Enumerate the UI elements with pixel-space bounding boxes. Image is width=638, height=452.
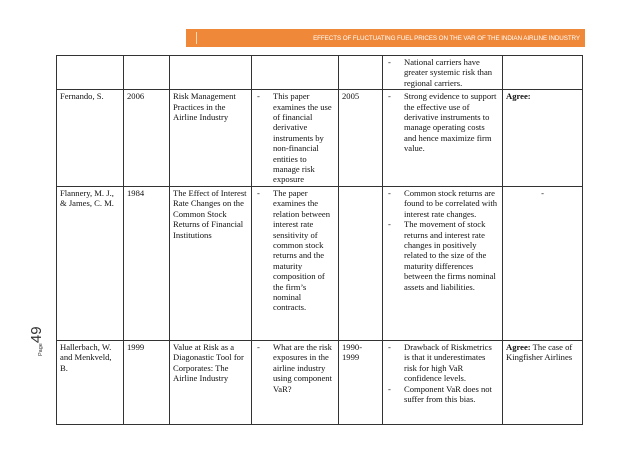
year-cell: [124, 186, 170, 340]
period-text: 1990-1999: [342, 341, 363, 363]
period-cell: [339, 90, 383, 187]
author-cell: [57, 56, 124, 90]
bullet-item: [386, 188, 499, 219]
objective-list: [255, 91, 335, 185]
bullet-text: Drawback of Riskmetrics is that it underestimates risk for high VaR confidence levels.: [404, 341, 492, 384]
title-text: The Effect of Interest Rate Changes on the Common Stock Returns of Financial Institutions: [173, 187, 247, 240]
bullet-dash: -: [257, 187, 260, 198]
bullet-text: Strong evidence to support the effective use of derivative instruments to manage operating costs and hence maximize firm value.: [404, 91, 497, 154]
comment-bold-text: Agree:: [506, 91, 531, 102]
objective-cell: [252, 56, 339, 90]
bullet-dash: -: [257, 91, 260, 102]
literature-review-table: [56, 55, 583, 425]
year-cell: [124, 340, 170, 424]
period-cell: [339, 340, 383, 424]
period-cell: [339, 186, 383, 340]
findings-cell: [383, 90, 503, 187]
bullet-item: [386, 57, 499, 88]
findings-cell: [383, 340, 503, 424]
bullet-text: What are the risk exposures in the airline industry using component VaR?: [273, 341, 332, 394]
period-cell: [339, 56, 383, 90]
table-row: [57, 56, 583, 90]
findings-list: [386, 188, 499, 292]
page-number: 49: [28, 326, 45, 344]
bullet-item: [386, 219, 499, 292]
bullet-item: [386, 384, 499, 405]
author-text: Flannery, M. J., & James, C. M.: [60, 187, 114, 209]
table-row: [57, 186, 583, 340]
bullet-text: The paper examines the relation between interest rate sensitivity of common stock returns and the maturity composition of the firm’s nominal contracts.: [273, 187, 331, 313]
findings-cell: [383, 56, 503, 90]
title-cell: [170, 186, 252, 340]
comment-bold-text: Agree:: [506, 341, 531, 352]
findings-list: [386, 342, 499, 404]
header-title: EFFECTS OF FLUCTUATING FUEL PRICES ON THE VAR OF THE INDIAN AIRLINE INDUSTRY: [313, 34, 580, 42]
comment-rest-text: The case of Kingfisher Airlines: [506, 341, 573, 363]
findings-cell: [383, 186, 503, 340]
year-cell: [124, 56, 170, 90]
comment-cell: [503, 56, 583, 90]
objective-cell: [252, 90, 339, 187]
bullet-text: National carriers have greater systemic risk than regional carriers.: [404, 57, 493, 88]
bullet-dash: -: [388, 341, 391, 352]
year-text: 1999: [127, 341, 145, 352]
objective-cell: [252, 340, 339, 424]
bullet-dash: -: [257, 341, 260, 352]
year-text: 2006: [127, 91, 145, 102]
year-text: 1984: [127, 187, 145, 198]
page-word: Page: [38, 343, 44, 356]
title-text: Value at Risk as a Diagonastic Tool for Corporates: The Airline Industry: [173, 341, 244, 384]
header-divider: [196, 32, 197, 44]
title-cell: [170, 90, 252, 187]
title-cell: [170, 340, 252, 424]
bullet-item: [255, 91, 335, 185]
bullet-text: The movement of stock returns and interest rate changes in positively related to the size of the maturity differences between the firms nominal assets and liabilities.: [404, 219, 496, 292]
findings-list: [386, 57, 499, 88]
page-number-label: [14, 326, 44, 356]
author-text: Hallerbach, W. and Menkveld, B.: [60, 341, 112, 373]
bullet-dash: -: [388, 57, 391, 67]
bullet-dash: -: [388, 91, 391, 102]
year-cell: [124, 90, 170, 187]
author-cell: [57, 90, 124, 187]
bullet-text: Component VaR does not suffer from this bias.: [404, 383, 492, 404]
header-bar: [186, 29, 585, 47]
objective-list: [255, 188, 335, 313]
comment-cell: [503, 340, 583, 424]
comment-cell: [503, 186, 583, 340]
bullet-text: Common stock returns are found to be correlated with interest rate changes.: [404, 187, 498, 219]
comment-rest-text: -: [541, 187, 544, 198]
objective-cell: [252, 186, 339, 340]
bullet-dash: -: [388, 383, 391, 394]
objective-list: [255, 342, 335, 394]
bullet-text: This paper examines the use of financial derivative instruments by non-financial entities to manage risk exposure: [273, 91, 332, 185]
period-text: 2005: [342, 91, 360, 102]
bullet-dash: -: [388, 187, 391, 198]
bullet-item: [255, 342, 335, 394]
findings-list: [386, 91, 499, 153]
bullet-item: [255, 188, 335, 313]
author-cell: [57, 340, 124, 424]
author-cell: [57, 186, 124, 340]
bullet-dash: -: [388, 219, 391, 230]
title-cell: [170, 56, 252, 90]
comment-cell: [503, 90, 583, 187]
bullet-item: [386, 91, 499, 153]
table-row: [57, 340, 583, 424]
title-text: Risk Management Practices in the Airline Industry: [173, 91, 236, 123]
table-body: [57, 56, 583, 425]
table-row: [57, 90, 583, 187]
author-text: Fernando, S.: [60, 91, 104, 102]
bullet-item: [386, 342, 499, 384]
